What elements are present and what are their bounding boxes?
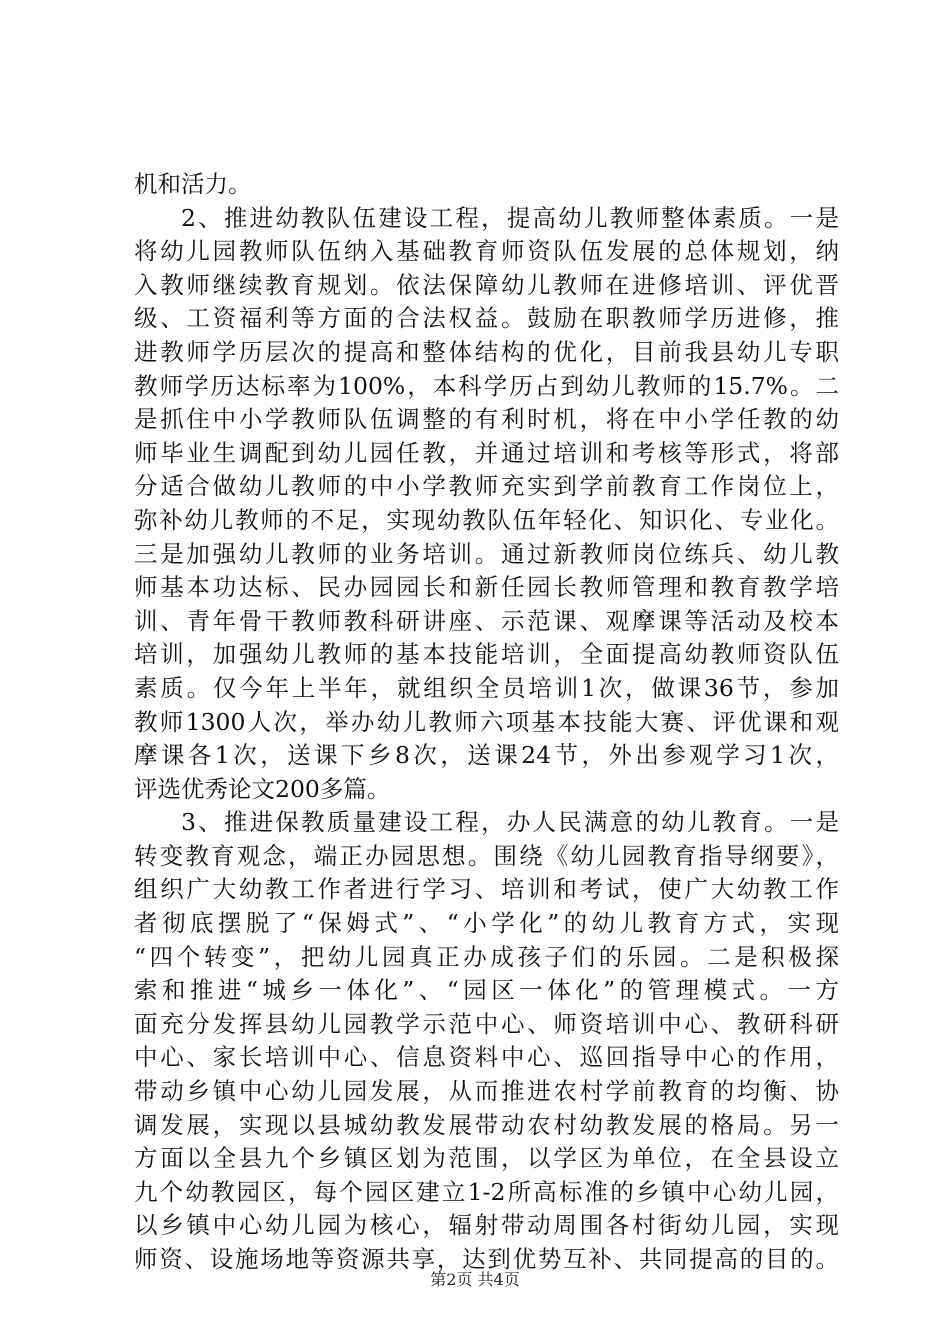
text-line: 弥补幼儿教师的不足，实现幼教队伍年轻化、知识化、专业化。 [134,505,839,534]
text-line: 分适合做幼儿教师的中小学教师充实到学前教育工作岗位上， [134,472,839,501]
text-line: 3、推进保教质量建设工程，办人民满意的幼儿教育。一是 [181,808,839,837]
text-line: 教师1300人次，举办幼儿教师六项基本技能大赛、评优课和观 [134,707,839,736]
text-line: 转变教育观念，端正办园思想。围绕《幼儿园教育指导纲要》， [134,841,839,870]
text-line: 师基本功达标、民办园园长和新任园长教师管理和教育教学培 [134,573,839,602]
text-line: 面充分发挥县幼儿园教学示范中心、师资培训中心、教研科研 [134,1009,839,1038]
text-line: 以乡镇中心幼儿园为核心，辐射带动周围各村街幼儿园，实现 [134,1211,839,1240]
text-line: 入教师继续教育规划。依法保障幼儿教师在进修培训、评优晋 [134,270,839,299]
text-line: 组织广大幼教工作者进行学习、培训和考试，使广大幼教工作 [134,875,839,904]
text-line: 师资、设施场地等资源共享，达到优势互补、共同提高的目的。 [134,1245,839,1273]
text-line: 九个幼教园区，每个园区建立1-2所高标准的乡镇中心幼儿园， [134,1177,839,1206]
text-line: 是抓住中小学教师队伍调整的有利时机，将在中小学任教的幼 [134,405,839,434]
text-line: 培训，加强幼儿教师的基本技能培训，全面提高幼教师资队伍 [134,640,839,669]
text-line: 师毕业生调配到幼儿园任教，并通过培训和考核等形式，将部 [134,438,839,467]
text-line: 评选优秀论文200多篇。 [134,774,391,803]
text-line: 级、工资福利等方面的合法权益。鼓励在职教师学历进修，推 [134,304,839,333]
document-body [134,168,839,1277]
text-line: 中心、家长培训中心、信息资料中心、巡回指导中心的作用， [134,1043,839,1072]
text-line: 将幼儿园教师队伍纳入基础教育师资队伍发展的总体规划，纳 [134,237,839,266]
text-line: 机和活力。 [134,170,252,198]
text-line: 者彻底摆脱了“保姆式”、“小学化”的幼儿教育方式，实现 [134,909,839,938]
text-line: 进教师学历层次的提高和整体结构的优化，目前我县幼儿专职 [134,337,839,366]
text-line: 2、推进幼教队伍建设工程，提高幼儿教师整体素质。一是 [181,203,839,232]
text-line: 索和推进“城乡一体化”、“园区一体化”的管理模式。一方 [134,976,839,1005]
text-line: 调发展，实现以县城幼教发展带动农村幼教发展的格局。另一 [134,1110,839,1139]
text-line: 教师学历达标率为100%，本科学历占到幼儿教师的15.7%。二 [134,371,839,400]
text-line: 方面以全县九个乡镇区划为范围，以学区为单位，在全县设立 [134,1144,839,1173]
page-footer: 第2页 共4页 [430,1270,520,1289]
text-line: 摩课各1次，送课下乡8次，送课24节，外出参观学习1次， [134,741,839,770]
text-line: 带动乡镇中心幼儿园发展，从而推进农村学前教育的均衡、协 [134,1077,839,1106]
text-line: “四个转变”，把幼儿园真正办成孩子们的乐园。二是积极探 [134,942,839,971]
text-line: 素质。仅今年上半年，就组织全员培训1次，做课36节，参加 [134,673,839,702]
text-line: 训、青年骨干教师教科研讲座、示范课、观摩课等活动及校本 [134,606,839,635]
text-line: 三是加强幼儿教师的业务培训。通过新教师岗位练兵、幼儿教 [134,539,839,568]
